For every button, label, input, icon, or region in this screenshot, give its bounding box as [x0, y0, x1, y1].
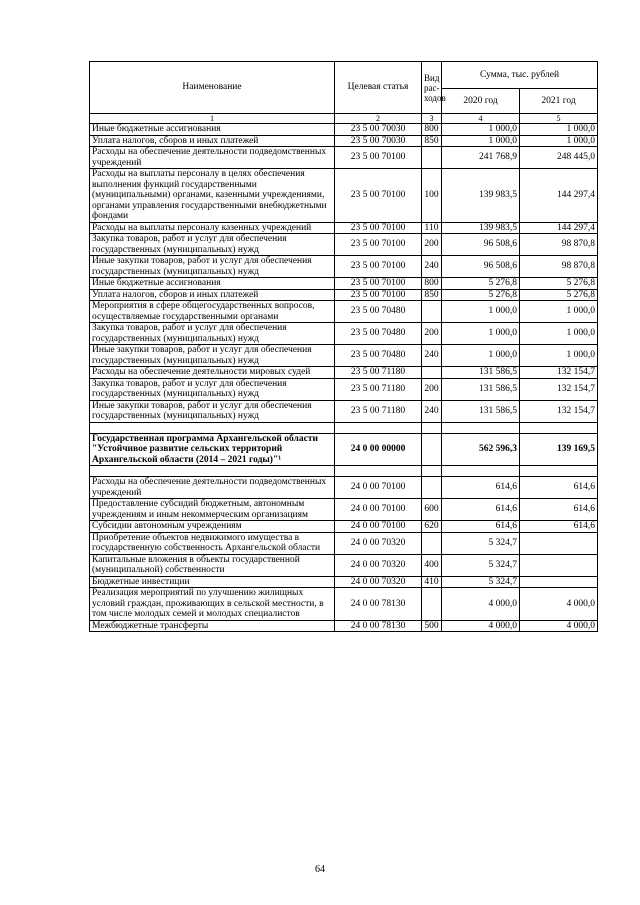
table-row	[90, 576, 598, 588]
table-row	[90, 367, 598, 379]
row-amount-2021: 139 169,5	[520, 433, 598, 466]
row-amount-2020: 5 324,7	[442, 532, 520, 554]
row-article: 23 5 00 70100	[335, 222, 422, 234]
table-row	[90, 301, 598, 323]
row-amount-2021: 248 445,0	[520, 147, 598, 169]
table-row	[90, 234, 598, 256]
table-row	[90, 521, 598, 533]
row-article: 23 5 00 71180	[335, 400, 422, 422]
table-row	[90, 400, 598, 422]
row-amount-2021: 144 297,4	[520, 169, 598, 223]
row-article: 24 0 00 70100	[335, 499, 422, 521]
row-vid	[422, 147, 442, 169]
row-amount-2020: 614,6	[442, 499, 520, 521]
column-number: 5	[520, 114, 598, 124]
row-vid: 200	[422, 234, 442, 256]
row-amount-2021: 144 297,4	[520, 222, 598, 234]
row-name: Уплата налогов, сборов и иных платежей	[90, 289, 335, 301]
row-article: 24 0 00 70320	[335, 576, 422, 588]
table-row	[90, 532, 598, 554]
row-vid: 600	[422, 499, 442, 521]
row-vid: 200	[422, 323, 442, 345]
row-vid	[422, 301, 442, 323]
row-amount-2020: 1 000,0	[442, 345, 520, 367]
row-amount-2020: 5 276,8	[442, 289, 520, 301]
row-amount-2021	[520, 532, 598, 554]
table-row	[90, 135, 598, 147]
column-number-row	[90, 114, 598, 124]
row-article: 24 0 00 78130	[335, 588, 422, 621]
row-amount-2021: 614,6	[520, 499, 598, 521]
row-vid: 400	[422, 554, 442, 576]
row-vid: 500	[422, 620, 442, 632]
row-article: 23 5 00 70100	[335, 234, 422, 256]
header-year-2021: 2021 год	[520, 89, 598, 114]
row-amount-2021: 1 000,0	[520, 135, 598, 147]
row-amount-2020: 5 324,7	[442, 576, 520, 588]
row-article: 24 0 00 78130	[335, 620, 422, 632]
row-amount-2020: 131 586,5	[442, 378, 520, 400]
row-name: Расходы на обеспечение деятельности мировых судей	[90, 367, 335, 379]
row-vid	[422, 433, 442, 466]
table-row	[90, 345, 598, 367]
row-amount-2020: 1 000,0	[442, 323, 520, 345]
program-row	[90, 433, 598, 466]
column-number: 3	[422, 114, 442, 124]
row-vid: 620	[422, 521, 442, 533]
row-amount-2020: 1 000,0	[442, 301, 520, 323]
row-article: 24 0 00 70100	[335, 521, 422, 533]
header-article: Целевая статья	[335, 62, 422, 114]
row-name: Закупка товаров, работ и услуг для обеспечения государственных (муниципальных) нужд	[90, 323, 335, 345]
row-vid: 100	[422, 169, 442, 223]
blank-row	[90, 422, 598, 433]
row-amount-2020: 4 000,0	[442, 620, 520, 632]
row-article: 23 5 00 70100	[335, 289, 422, 301]
row-amount-2021	[520, 554, 598, 576]
row-amount-2021: 5 276,8	[520, 278, 598, 290]
row-name: Иные закупки товаров, работ и услуг для обеспечения государственных (муниципальных) нужд	[90, 400, 335, 422]
row-name: Иные закупки товаров, работ и услуг для обеспечения государственных (муниципальных) нужд	[90, 256, 335, 278]
table-row	[90, 147, 598, 169]
row-vid: 240	[422, 400, 442, 422]
column-number: 1	[90, 114, 335, 124]
row-vid: 850	[422, 135, 442, 147]
row-vid: 240	[422, 256, 442, 278]
row-amount-2020: 5 324,7	[442, 554, 520, 576]
row-name: Субсидии автономным учреждениям	[90, 521, 335, 533]
row-name: Закупка товаров, работ и услуг для обеспечения государственных (муниципальных) нужд	[90, 234, 335, 256]
table-row	[90, 554, 598, 576]
row-article: 24 0 00 70100	[335, 477, 422, 499]
row-name: Расходы на выплаты персоналу казенных учреждений	[90, 222, 335, 234]
row-vid: 110	[422, 222, 442, 234]
table-row	[90, 169, 598, 223]
row-name: Расходы на выплаты персоналу в целях обеспечения выполнения функций государственными (муниципальными) органами, казенными учреждениями, органами управления государственными внебюджетными фондами	[90, 169, 335, 223]
row-amount-2020: 241 768,9	[442, 147, 520, 169]
row-amount-2021: 1 000,0	[520, 301, 598, 323]
table-row	[90, 588, 598, 621]
header-sum: Сумма, тыс. рублей	[442, 62, 598, 89]
row-vid: 850	[422, 289, 442, 301]
table-row	[90, 222, 598, 234]
header-name: Наименование	[90, 62, 335, 114]
row-amount-2021	[520, 576, 598, 588]
row-amount-2021: 4 000,0	[520, 620, 598, 632]
column-number: 2	[335, 114, 422, 124]
row-article: 23 5 00 70030	[335, 124, 422, 136]
row-article: 24 0 00 70320	[335, 532, 422, 554]
row-name: Уплата налогов, сборов и иных платежей	[90, 135, 335, 147]
header-vid: Вид рас-ходов	[422, 62, 442, 114]
row-amount-2021: 614,6	[520, 477, 598, 499]
row-amount-2021: 132 154,7	[520, 400, 598, 422]
table-row	[90, 124, 598, 136]
row-amount-2020: 5 276,8	[442, 278, 520, 290]
row-amount-2021: 98 870,8	[520, 234, 598, 256]
row-article: 23 5 00 70100	[335, 256, 422, 278]
table-row	[90, 323, 598, 345]
row-name: Иные бюджетные ассигнования	[90, 278, 335, 290]
row-vid	[422, 477, 442, 499]
row-article: 24 0 00 70320	[335, 554, 422, 576]
row-name: Государственная программа Архангельской области "Устойчивое развитие сельских территорий Архангельской области (2014 – 2021 годы)"¹	[90, 433, 335, 466]
row-amount-2020: 562 596,3	[442, 433, 520, 466]
row-vid	[422, 588, 442, 621]
row-amount-2021: 98 870,8	[520, 256, 598, 278]
budget-table	[89, 61, 598, 632]
row-amount-2020: 1 000,0	[442, 135, 520, 147]
row-name: Предоставление субсидий бюджетным, автономным учреждениям и иным некоммерческим организациям	[90, 499, 335, 521]
row-amount-2020: 1 000,0	[442, 124, 520, 136]
row-article: 23 5 00 70100	[335, 169, 422, 223]
row-amount-2021: 5 276,8	[520, 289, 598, 301]
page-number: 64	[315, 864, 325, 875]
row-article: 23 5 00 70480	[335, 323, 422, 345]
column-number: 4	[442, 114, 520, 124]
row-article: 23 5 00 70480	[335, 345, 422, 367]
row-amount-2021: 132 154,7	[520, 367, 598, 379]
row-amount-2020: 139 983,5	[442, 169, 520, 223]
row-name: Иные бюджетные ассигнования	[90, 124, 335, 136]
row-vid: 800	[422, 278, 442, 290]
row-article: 23 5 00 70100	[335, 147, 422, 169]
row-article: 23 5 00 70480	[335, 301, 422, 323]
row-article: 24 0 00 00000	[335, 433, 422, 466]
row-name: Расходы на обеспечение деятельности подведомственных учреждений	[90, 477, 335, 499]
table-row	[90, 620, 598, 632]
table-row	[90, 278, 598, 290]
row-name: Бюджетные инвестиции	[90, 576, 335, 588]
row-name: Мероприятия в сфере общегосударственных вопросов, осуществляемые государственными органами	[90, 301, 335, 323]
row-name: Закупка товаров, работ и услуг для обеспечения государственных (муниципальных) нужд	[90, 378, 335, 400]
row-vid: 800	[422, 124, 442, 136]
row-amount-2020: 96 508,6	[442, 256, 520, 278]
row-name: Приобретение объектов недвижимого имущества в государственную собственность Архангельской области	[90, 532, 335, 554]
row-amount-2020: 131 586,5	[442, 367, 520, 379]
table-row	[90, 499, 598, 521]
row-article: 23 5 00 70030	[335, 135, 422, 147]
row-article: 23 5 00 71180	[335, 367, 422, 379]
blank-row	[90, 466, 598, 477]
row-amount-2020: 4 000,0	[442, 588, 520, 621]
row-vid	[422, 367, 442, 379]
table-row	[90, 477, 598, 499]
header-year-2020: 2020 год	[442, 89, 520, 114]
table-row	[90, 289, 598, 301]
row-article: 23 5 00 70100	[335, 278, 422, 290]
row-amount-2021: 1 000,0	[520, 124, 598, 136]
row-amount-2020: 96 508,6	[442, 234, 520, 256]
row-name: Расходы на обеспечение деятельности подведомственных учреждений	[90, 147, 335, 169]
row-vid: 410	[422, 576, 442, 588]
row-amount-2020: 139 983,5	[442, 222, 520, 234]
row-article: 23 5 00 71180	[335, 378, 422, 400]
row-vid	[422, 532, 442, 554]
row-vid: 240	[422, 345, 442, 367]
row-amount-2021: 132 154,7	[520, 378, 598, 400]
row-amount-2020: 614,6	[442, 521, 520, 533]
row-amount-2020: 614,6	[442, 477, 520, 499]
table-row	[90, 256, 598, 278]
row-amount-2021: 4 000,0	[520, 588, 598, 621]
row-name: Реализация мероприятий по улучшению жилищных условий граждан, проживающих в сельской местности, в том числе молодых семей и молодых специалистов	[90, 588, 335, 621]
row-amount-2021: 1 000,0	[520, 323, 598, 345]
row-name: Межбюджетные трансферты	[90, 620, 335, 632]
row-name: Иные закупки товаров, работ и услуг для обеспечения государственных (муниципальных) нужд	[90, 345, 335, 367]
row-amount-2020: 131 586,5	[442, 400, 520, 422]
row-amount-2021: 614,6	[520, 521, 598, 533]
row-vid: 200	[422, 378, 442, 400]
table-row	[90, 378, 598, 400]
row-name: Капитальные вложения в объекты государственной (муниципальной) собственности	[90, 554, 335, 576]
row-amount-2021: 1 000,0	[520, 345, 598, 367]
